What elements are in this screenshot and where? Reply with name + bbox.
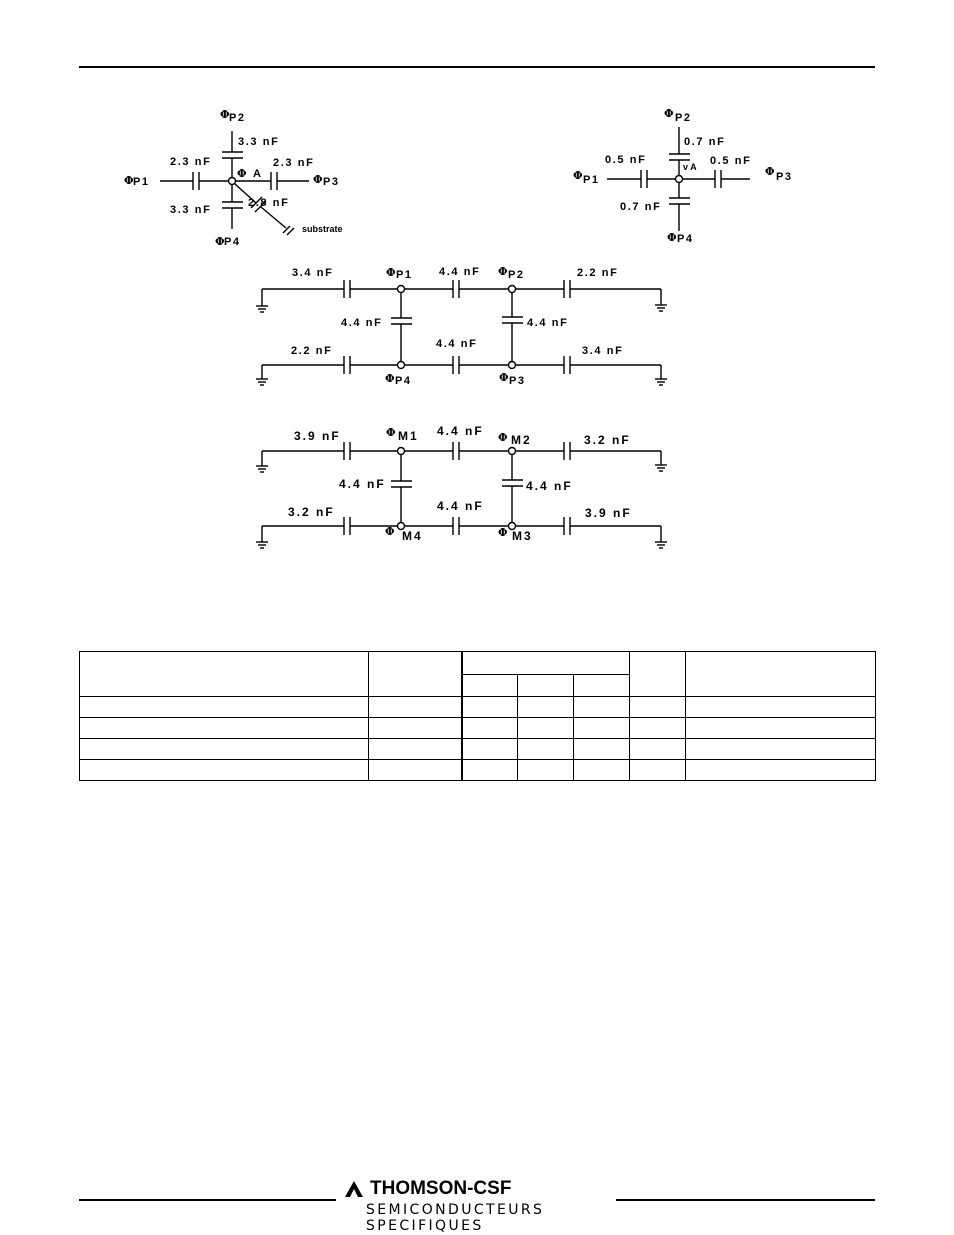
cap-label-left-vertical: 4.4 nF xyxy=(339,477,386,491)
diagram-a xyxy=(160,131,309,235)
phi-symbol: Φ xyxy=(498,265,508,278)
cap-label-substrate: 2.8 nF xyxy=(248,197,290,209)
cap-label-top-right: 3.2 nF xyxy=(584,433,631,447)
phi-symbol: Φ xyxy=(498,431,508,444)
cap-label-p1: 2.3 nF xyxy=(170,156,212,168)
table-header-cell xyxy=(369,652,462,697)
phi-symbol: Φ xyxy=(573,169,583,182)
node-label-m2: M2 xyxy=(511,433,532,447)
cap-label-p4: 3.3 nF xyxy=(170,204,212,216)
table-cell xyxy=(518,760,574,781)
cap-label-bottom: 4.4 nF xyxy=(436,338,478,350)
node-label-p1: P1 xyxy=(583,174,600,186)
table-cell xyxy=(630,718,686,739)
diagram-c xyxy=(256,280,667,385)
cap-label-top-left: 3.9 nF xyxy=(294,429,341,443)
brand-subtitle: SEMICONDUCTEURS SPECIFIQUES xyxy=(366,1202,545,1234)
node-label-p2: P2 xyxy=(229,112,246,124)
diagram-b xyxy=(607,127,750,231)
phi-symbol: Φ xyxy=(124,174,134,187)
spec-table xyxy=(79,651,876,781)
node-label-p3: P3 xyxy=(509,375,526,387)
node-label-p3: P3 xyxy=(776,171,793,183)
cap-label-bottom: 4.4 nF xyxy=(437,499,484,513)
diagram-c-labels xyxy=(291,265,623,387)
table-cell xyxy=(462,697,518,718)
table-cell xyxy=(518,718,574,739)
node-label-p2: P2 xyxy=(508,269,525,281)
cap-label-bottom-left: 2.2 nF xyxy=(291,345,333,357)
phi-symbol: Φ xyxy=(237,167,247,180)
table-header-cell xyxy=(574,674,630,697)
node-label-p4: P4 xyxy=(224,236,241,248)
table-cell xyxy=(630,697,686,718)
node-label-p4: P4 xyxy=(395,375,412,387)
table-cell xyxy=(686,760,876,781)
phi-symbol: Φ xyxy=(385,525,395,538)
node-label-m1: M1 xyxy=(398,429,419,443)
node-label-a: A xyxy=(253,168,263,180)
substrate-label: substrate xyxy=(302,224,343,234)
table-header-cell xyxy=(630,652,686,697)
table-cell xyxy=(462,760,518,781)
diagram-d xyxy=(256,442,667,548)
node-label-p2: P2 xyxy=(675,112,692,124)
table-cell xyxy=(574,739,630,760)
table-cell xyxy=(686,739,876,760)
node-label-m4: M4 xyxy=(402,529,423,543)
cap-label-bottom-left: 3.2 nF xyxy=(288,505,335,519)
phi-symbol: Φ xyxy=(386,426,396,439)
table-header-cell xyxy=(462,674,518,697)
node-label-p1: P1 xyxy=(133,176,150,188)
table-cell xyxy=(686,718,876,739)
brand-name: THOMSON-CSF xyxy=(370,1178,512,1199)
cap-label-top: 4.4 nF xyxy=(439,266,481,278)
phi-symbol: Φ xyxy=(498,526,508,539)
table-header-cell xyxy=(80,652,369,697)
phi-symbol: Φ xyxy=(499,371,509,384)
table-cell xyxy=(80,760,369,781)
table-row xyxy=(80,697,876,718)
node-label-p4: P4 xyxy=(677,233,694,245)
table-cell xyxy=(518,697,574,718)
diagram-b-labels xyxy=(573,107,793,245)
table-row xyxy=(80,760,876,781)
phi-symbol: Φ xyxy=(664,107,674,120)
cap-label-right-vertical: 4.4 nF xyxy=(527,317,569,329)
cap-label-top-right: 2.2 nF xyxy=(577,267,619,279)
table-cell xyxy=(462,739,518,760)
cap-label-p1: 0.5 nF xyxy=(605,154,647,166)
cap-label-p3: 2.3 nF xyxy=(273,157,315,169)
table-cell xyxy=(369,718,462,739)
footer-logo xyxy=(344,1176,616,1234)
node-label-p1: P1 xyxy=(396,269,413,281)
table-cell xyxy=(462,718,518,739)
cap-label-left-vertical: 4.4 nF xyxy=(341,317,383,329)
node-label-p3: P3 xyxy=(323,176,340,188)
cap-label-p3: 0.5 nF xyxy=(710,155,752,167)
table-cell xyxy=(630,739,686,760)
node-label-m3: M3 xyxy=(512,529,533,543)
diagram-d-labels xyxy=(288,424,632,543)
footer-rule-right xyxy=(616,1199,875,1201)
table-cell xyxy=(686,697,876,718)
table-cell xyxy=(518,739,574,760)
node-label-a: v A xyxy=(683,162,697,172)
table-cell xyxy=(574,697,630,718)
table-cell xyxy=(574,718,630,739)
thomson-logo-icon xyxy=(344,1180,364,1198)
table-cell xyxy=(369,739,462,760)
phi-symbol: Φ xyxy=(215,235,225,248)
phi-symbol: Φ xyxy=(313,173,323,186)
cap-label-p4: 0.7 nF xyxy=(620,201,662,213)
table-cell xyxy=(80,697,369,718)
table-header-row xyxy=(80,652,876,675)
phi-symbol: Φ xyxy=(385,372,395,385)
table-cell xyxy=(80,739,369,760)
table-row xyxy=(80,739,876,760)
footer-rule-left xyxy=(79,1199,336,1201)
cap-label-top-left: 3.4 nF xyxy=(292,267,334,279)
cap-label-bottom-right: 3.9 nF xyxy=(585,506,632,520)
table-header-cell xyxy=(686,652,876,697)
table-cell xyxy=(630,760,686,781)
phi-symbol: Φ xyxy=(765,165,775,178)
capacitance-diagrams xyxy=(0,0,954,600)
table-header-cell xyxy=(462,652,630,675)
cap-label-p2: 3.3 nF xyxy=(238,136,280,148)
phi-symbol: Φ xyxy=(667,231,677,244)
phi-symbol: Φ xyxy=(386,266,396,279)
cap-label-bottom-right: 3.4 nF xyxy=(582,345,624,357)
cap-label-p2: 0.7 nF xyxy=(684,136,726,148)
table-cell xyxy=(80,718,369,739)
table-cell xyxy=(369,697,462,718)
table-header-cell xyxy=(518,674,574,697)
phi-symbol: Φ xyxy=(220,108,230,121)
cap-label-top: 4.4 nF xyxy=(437,424,484,438)
table-cell xyxy=(574,760,630,781)
cap-label-right-vertical: 4.4 nF xyxy=(526,479,573,493)
table-row xyxy=(80,718,876,739)
table-cell xyxy=(369,760,462,781)
